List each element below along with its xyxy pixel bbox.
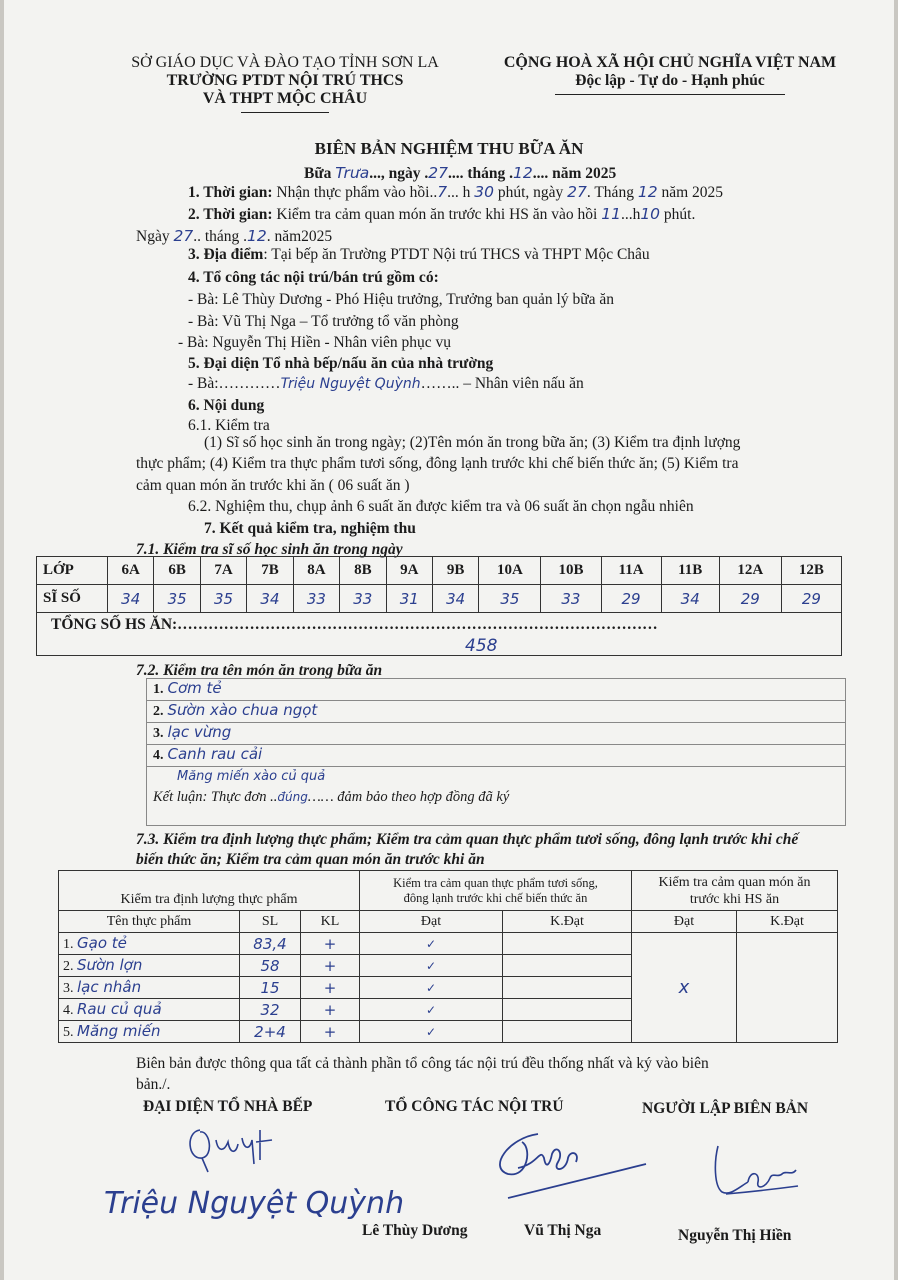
col-kl: KL xyxy=(301,911,360,933)
class-cell: 8A xyxy=(293,557,339,585)
siso-header: SĨ SỐ xyxy=(37,585,108,613)
boarding-name: Vũ Thị Nga xyxy=(524,1222,602,1239)
cook-suffix: …….. – Nhân viên nấu ăn xyxy=(420,375,584,392)
total-box xyxy=(36,612,842,656)
national-motto: Độc lập - Tự do - Hạnh phúc xyxy=(575,72,765,89)
food-check-table xyxy=(58,870,838,1043)
meal-value: Trưa xyxy=(335,164,370,182)
food-kl: + xyxy=(301,933,360,955)
food-name: Gạo tẻ xyxy=(77,934,127,952)
receive-day: 27 xyxy=(567,183,587,201)
fresh-header xyxy=(360,871,632,911)
food-pass-mark: ✓ xyxy=(360,1021,503,1043)
dish-row xyxy=(147,723,845,745)
class-cell: 10A xyxy=(479,557,541,585)
section-2-date xyxy=(136,227,332,246)
meal-fail-cell xyxy=(737,933,838,1043)
col-meal-fail: K.Đạt xyxy=(737,911,838,933)
class-cell: 11A xyxy=(601,557,661,585)
section-1-label: 1. Thời gian: xyxy=(188,184,273,201)
food-kl: + xyxy=(301,955,360,977)
dish-num: 4. xyxy=(153,748,164,763)
year-label: .... năm 2025 xyxy=(532,165,617,182)
check-minute: 10 xyxy=(640,205,661,223)
closing-line2: bản./. xyxy=(136,1076,171,1093)
class-cell: 11B xyxy=(661,557,719,585)
section-4-label: 4. Tổ công tác nội trú/bán trú gồm có: xyxy=(188,269,439,286)
count-cell: 33 xyxy=(293,585,339,613)
dish-num: 2. xyxy=(153,704,164,719)
section-7-3-line2: biến thức ăn; Kiểm tra cảm quan món ăn trước khi ăn xyxy=(136,851,485,868)
food-name: Rau củ quả xyxy=(77,1000,162,1018)
food-sl: 32 xyxy=(240,999,301,1021)
col-sl: SL xyxy=(240,911,301,933)
month-word: Tháng xyxy=(594,184,634,201)
check-minute-suffix: phút. xyxy=(663,206,696,223)
hour-suffix: ... h xyxy=(447,184,471,201)
meal-date-line xyxy=(304,164,616,183)
class-cell: 8B xyxy=(340,557,386,585)
check-year: . năm2025 xyxy=(266,228,333,245)
class-cell: 9B xyxy=(432,557,478,585)
count-cell: 31 xyxy=(386,585,432,613)
class-cell: 12A xyxy=(719,557,781,585)
section-6-para-1: (1) Sĩ số học sinh ăn trong ngày; (2)Tên món ăn trong bữa ăn; (3) Kiểm tra định lượng xyxy=(204,434,741,451)
food-fail-cell xyxy=(503,999,632,1021)
food-kl: + xyxy=(301,999,360,1021)
check-hour-suffix: ...h xyxy=(620,206,641,223)
kitchen-signature-name: Triệu Nguyệt Quỳnh xyxy=(104,1186,405,1221)
section-3-text: : Tại bếp ăn Trường PTDT Nội trú THCS và THPT Mộc Châu xyxy=(263,246,650,263)
cook-name: Triệu Nguyệt Quỳnh xyxy=(280,376,421,392)
member-2: - Bà: Vũ Thị Nga – Tổ trưởng tổ văn phòng xyxy=(188,313,459,330)
count-row xyxy=(37,585,842,613)
day-value: 27 xyxy=(428,164,448,182)
food-pass-mark: ✓ xyxy=(360,955,503,977)
dish-name: Sườn xào chua ngọt xyxy=(167,701,318,719)
cook-prefix: - Bà:………… xyxy=(188,375,281,392)
section-6-1: 6.1. Kiểm tra xyxy=(188,417,270,434)
national-title: CỘNG HOÀ XÃ HỘI CHỦ NGHĨA VIỆT NAM xyxy=(503,54,837,71)
conclusion-prefix: Kết luận: Thực đơn .. xyxy=(153,789,278,805)
day-label: ..., ngày . xyxy=(369,165,429,182)
section-7-3-line1: 7.3. Kiểm tra định lượng thực phẩm; Kiểm tra cảm quan thực phẩm tươi sống, đông lạnh trước khi chế xyxy=(136,831,799,848)
class-cell: 12B xyxy=(781,557,841,585)
total-label: TỔNG SỐ HS ĂN:………………………………………………………………………………… xyxy=(51,616,658,633)
dish-num: 1. xyxy=(153,682,164,697)
dish-name: Cơm tẻ xyxy=(167,679,222,697)
section-7-1-label: 7.1. Kiểm tra sĩ số học sinh ăn trong ngày xyxy=(136,541,403,558)
dish-name: Canh rau cải xyxy=(167,745,263,763)
count-cell: 29 xyxy=(601,585,661,613)
section-6-2: 6.2. Nghiệm thu, chụp ảnh 6 suất ăn được kiểm tra và 06 suất ăn chọn ngẫu nhiên xyxy=(188,498,694,515)
dish-row xyxy=(147,679,845,701)
section-7-label: 7. Kết quả kiểm tra, nghiệm thu xyxy=(204,520,416,537)
header-left xyxy=(120,54,450,113)
check-day-label: Ngày xyxy=(136,228,170,245)
dish-box xyxy=(146,678,846,826)
conclusion xyxy=(153,789,509,806)
section-6-label: 6. Nội dung xyxy=(188,397,265,414)
attendance-table xyxy=(36,556,842,613)
meal-header-line2: trước khi HS ăn xyxy=(689,891,780,907)
food-num: 1. xyxy=(63,937,74,952)
receive-minute: 30 xyxy=(474,183,494,201)
check-day: 27 xyxy=(173,227,194,245)
col-meal-pass: Đạt xyxy=(632,911,737,933)
class-cell: 7B xyxy=(247,557,293,585)
count-cell: 35 xyxy=(200,585,246,613)
count-cell: 35 xyxy=(479,585,541,613)
recorder-signature-title: NGƯỜI LẬP BIÊN BẢN xyxy=(642,1100,809,1117)
section-7-2-label: 7.2. Kiểm tra tên món ăn trong bữa ăn xyxy=(136,662,383,679)
food-header-row xyxy=(59,871,838,911)
class-header: LỚP xyxy=(37,557,108,585)
total-value: 458 xyxy=(465,636,498,656)
fresh-header-line2: đông lạnh trước khi chế biến thức ăn xyxy=(403,890,588,905)
food-num: 4. xyxy=(63,1003,74,1018)
count-cell: 35 xyxy=(154,585,200,613)
food-pass-mark: ✓ xyxy=(360,933,503,955)
food-sl: 15 xyxy=(240,977,301,999)
dish-name: lạc vừng xyxy=(167,723,232,741)
food-subheader-row xyxy=(59,911,838,933)
meal-label: Bữa xyxy=(304,165,332,182)
count-cell: 34 xyxy=(247,585,293,613)
col-food-name: Tên thực phẩm xyxy=(59,911,240,933)
minute-suffix: phút, ngày xyxy=(497,184,564,201)
check-month-label: .. tháng . xyxy=(193,228,247,245)
count-cell: 33 xyxy=(541,585,601,613)
leader-name: Lê Thùy Dương xyxy=(362,1222,468,1239)
class-row xyxy=(37,557,842,585)
header-right-underline xyxy=(555,94,785,95)
food-pass-mark: ✓ xyxy=(360,999,503,1021)
kitchen-signature-icon xyxy=(180,1120,290,1180)
food-pass-mark: ✓ xyxy=(360,977,503,999)
class-cell: 6B xyxy=(154,557,200,585)
food-row xyxy=(59,933,838,955)
section-2-text: Kiểm tra cảm quan món ăn trước khi HS ăn vào hồi xyxy=(276,206,598,223)
dish-row xyxy=(147,745,845,767)
food-kl: + xyxy=(301,977,360,999)
month-label: .... tháng . xyxy=(447,165,513,182)
school-name-line1: TRƯỜNG PTDT NỘI TRÚ THCS xyxy=(166,72,404,89)
food-kl: + xyxy=(301,1021,360,1043)
count-cell: 29 xyxy=(719,585,781,613)
recorder-signature-icon xyxy=(708,1142,808,1202)
food-fail-cell xyxy=(503,955,632,977)
month-value: 12 xyxy=(513,164,533,182)
class-cell: 7A xyxy=(200,557,246,585)
col-fresh-pass: Đạt xyxy=(360,911,503,933)
department-name: SỞ GIÁO DỤC VÀ ĐÀO TẠO TỈNH SƠN LA xyxy=(131,54,439,71)
food-name-cell xyxy=(59,977,240,999)
class-cell: 9A xyxy=(386,557,432,585)
section-3 xyxy=(188,246,650,264)
food-name: Sườn lợn xyxy=(77,956,143,974)
count-cell: 34 xyxy=(432,585,478,613)
count-cell: 29 xyxy=(781,585,841,613)
check-month: 12 xyxy=(247,227,267,245)
meal-header xyxy=(632,871,838,911)
section-5-label: 5. Đại diện Tổ nhà bếp/nấu ăn của nhà trường xyxy=(188,355,494,372)
class-cell: 6A xyxy=(108,557,154,585)
section-6-para-3: cảm quan món ăn trước khi ăn ( 06 suất ăn ) xyxy=(136,477,410,494)
food-name: lạc nhân xyxy=(77,978,142,996)
count-cell: 33 xyxy=(340,585,386,613)
check-hour: 11 xyxy=(601,205,621,223)
food-fail-cell xyxy=(503,1021,632,1043)
food-fail-cell xyxy=(503,977,632,999)
class-cell: 10B xyxy=(541,557,601,585)
recorder-name: Nguyễn Thị Hiền xyxy=(678,1227,792,1244)
section-6-para-2: thực phẩm; (4) Kiểm tra thực phẩm tươi sống, đông lạnh trước khi chế biến thức ăn; (5) Kiểm tra xyxy=(136,455,739,472)
col-fresh-fail: K.Đạt xyxy=(503,911,632,933)
cook-line xyxy=(188,375,584,393)
food-name-cell xyxy=(59,999,240,1021)
food-name-cell xyxy=(59,1021,240,1043)
school-name-line2: VÀ THPT MỘC CHÂU xyxy=(202,90,368,107)
food-name: Măng miến xyxy=(77,1022,161,1040)
fresh-header-line1: Kiểm tra cảm quan thực phẩm tươi sống, xyxy=(393,875,598,890)
food-sl: 58 xyxy=(240,955,301,977)
section-2 xyxy=(188,205,695,224)
member-1: - Bà: Lê Thùy Dương - Phó Hiệu trưởng, Trưởng ban quản lý bữa ăn xyxy=(188,291,614,308)
food-num: 2. xyxy=(63,959,74,974)
food-sl: 2+4 xyxy=(240,1021,301,1043)
food-name-cell xyxy=(59,955,240,977)
boarding-signature-icon xyxy=(488,1128,648,1204)
section-2-label: 2. Thời gian: xyxy=(188,206,273,223)
meal-pass-mark: x xyxy=(632,933,737,1043)
receive-month: 12 xyxy=(637,183,658,201)
conclusion-value: đúng xyxy=(277,790,308,804)
boarding-signature-title: TỔ CÔNG TÁC NỘI TRÚ xyxy=(385,1098,564,1115)
section-1-text: Nhận thực phẩm vào hồi.. xyxy=(276,184,438,201)
closing-line1: Biên bản được thông qua tất cả thành phần tổ công tác nội trú đều thống nhất và ký vào biên xyxy=(136,1055,709,1072)
count-cell: 34 xyxy=(661,585,719,613)
header-left-underline xyxy=(241,112,329,113)
extra-dish: Măng miến xào củ quả xyxy=(177,769,326,784)
member-3: - Bà: Nguyễn Thị Hiền - Nhân viên phục vụ xyxy=(178,334,452,351)
food-sl: 83,4 xyxy=(240,933,301,955)
dish-row xyxy=(147,701,845,723)
document-title: BIÊN BẢN NGHIỆM THU BỮA ĂN xyxy=(314,139,584,158)
kitchen-signature-title: ĐẠI DIỆN TỔ NHÀ BẾP xyxy=(143,1098,313,1115)
food-num: 5. xyxy=(63,1025,74,1040)
count-cell: 34 xyxy=(108,585,154,613)
year-text: năm 2025 xyxy=(661,184,723,201)
section-1: 1. Thời gian: Nhận thực phẩm vào hồi..7... h 30 phút, ngày 27. Tháng 12 năm 2025 xyxy=(188,183,723,201)
food-fail-cell xyxy=(503,933,632,955)
conclusion-suffix: …… đảm bảo theo hợp đồng đã ký xyxy=(307,789,510,805)
dish-num: 3. xyxy=(153,726,164,741)
food-name-cell xyxy=(59,933,240,955)
quantity-header: Kiểm tra định lượng thực phẩm xyxy=(59,871,360,911)
receive-hour: 7 xyxy=(437,183,448,201)
meal-header-line1: Kiểm tra cảm quan món ăn xyxy=(658,874,811,890)
header-right xyxy=(480,54,860,95)
food-num: 3. xyxy=(63,981,74,996)
section-3-label: 3. Địa điểm xyxy=(188,246,264,263)
